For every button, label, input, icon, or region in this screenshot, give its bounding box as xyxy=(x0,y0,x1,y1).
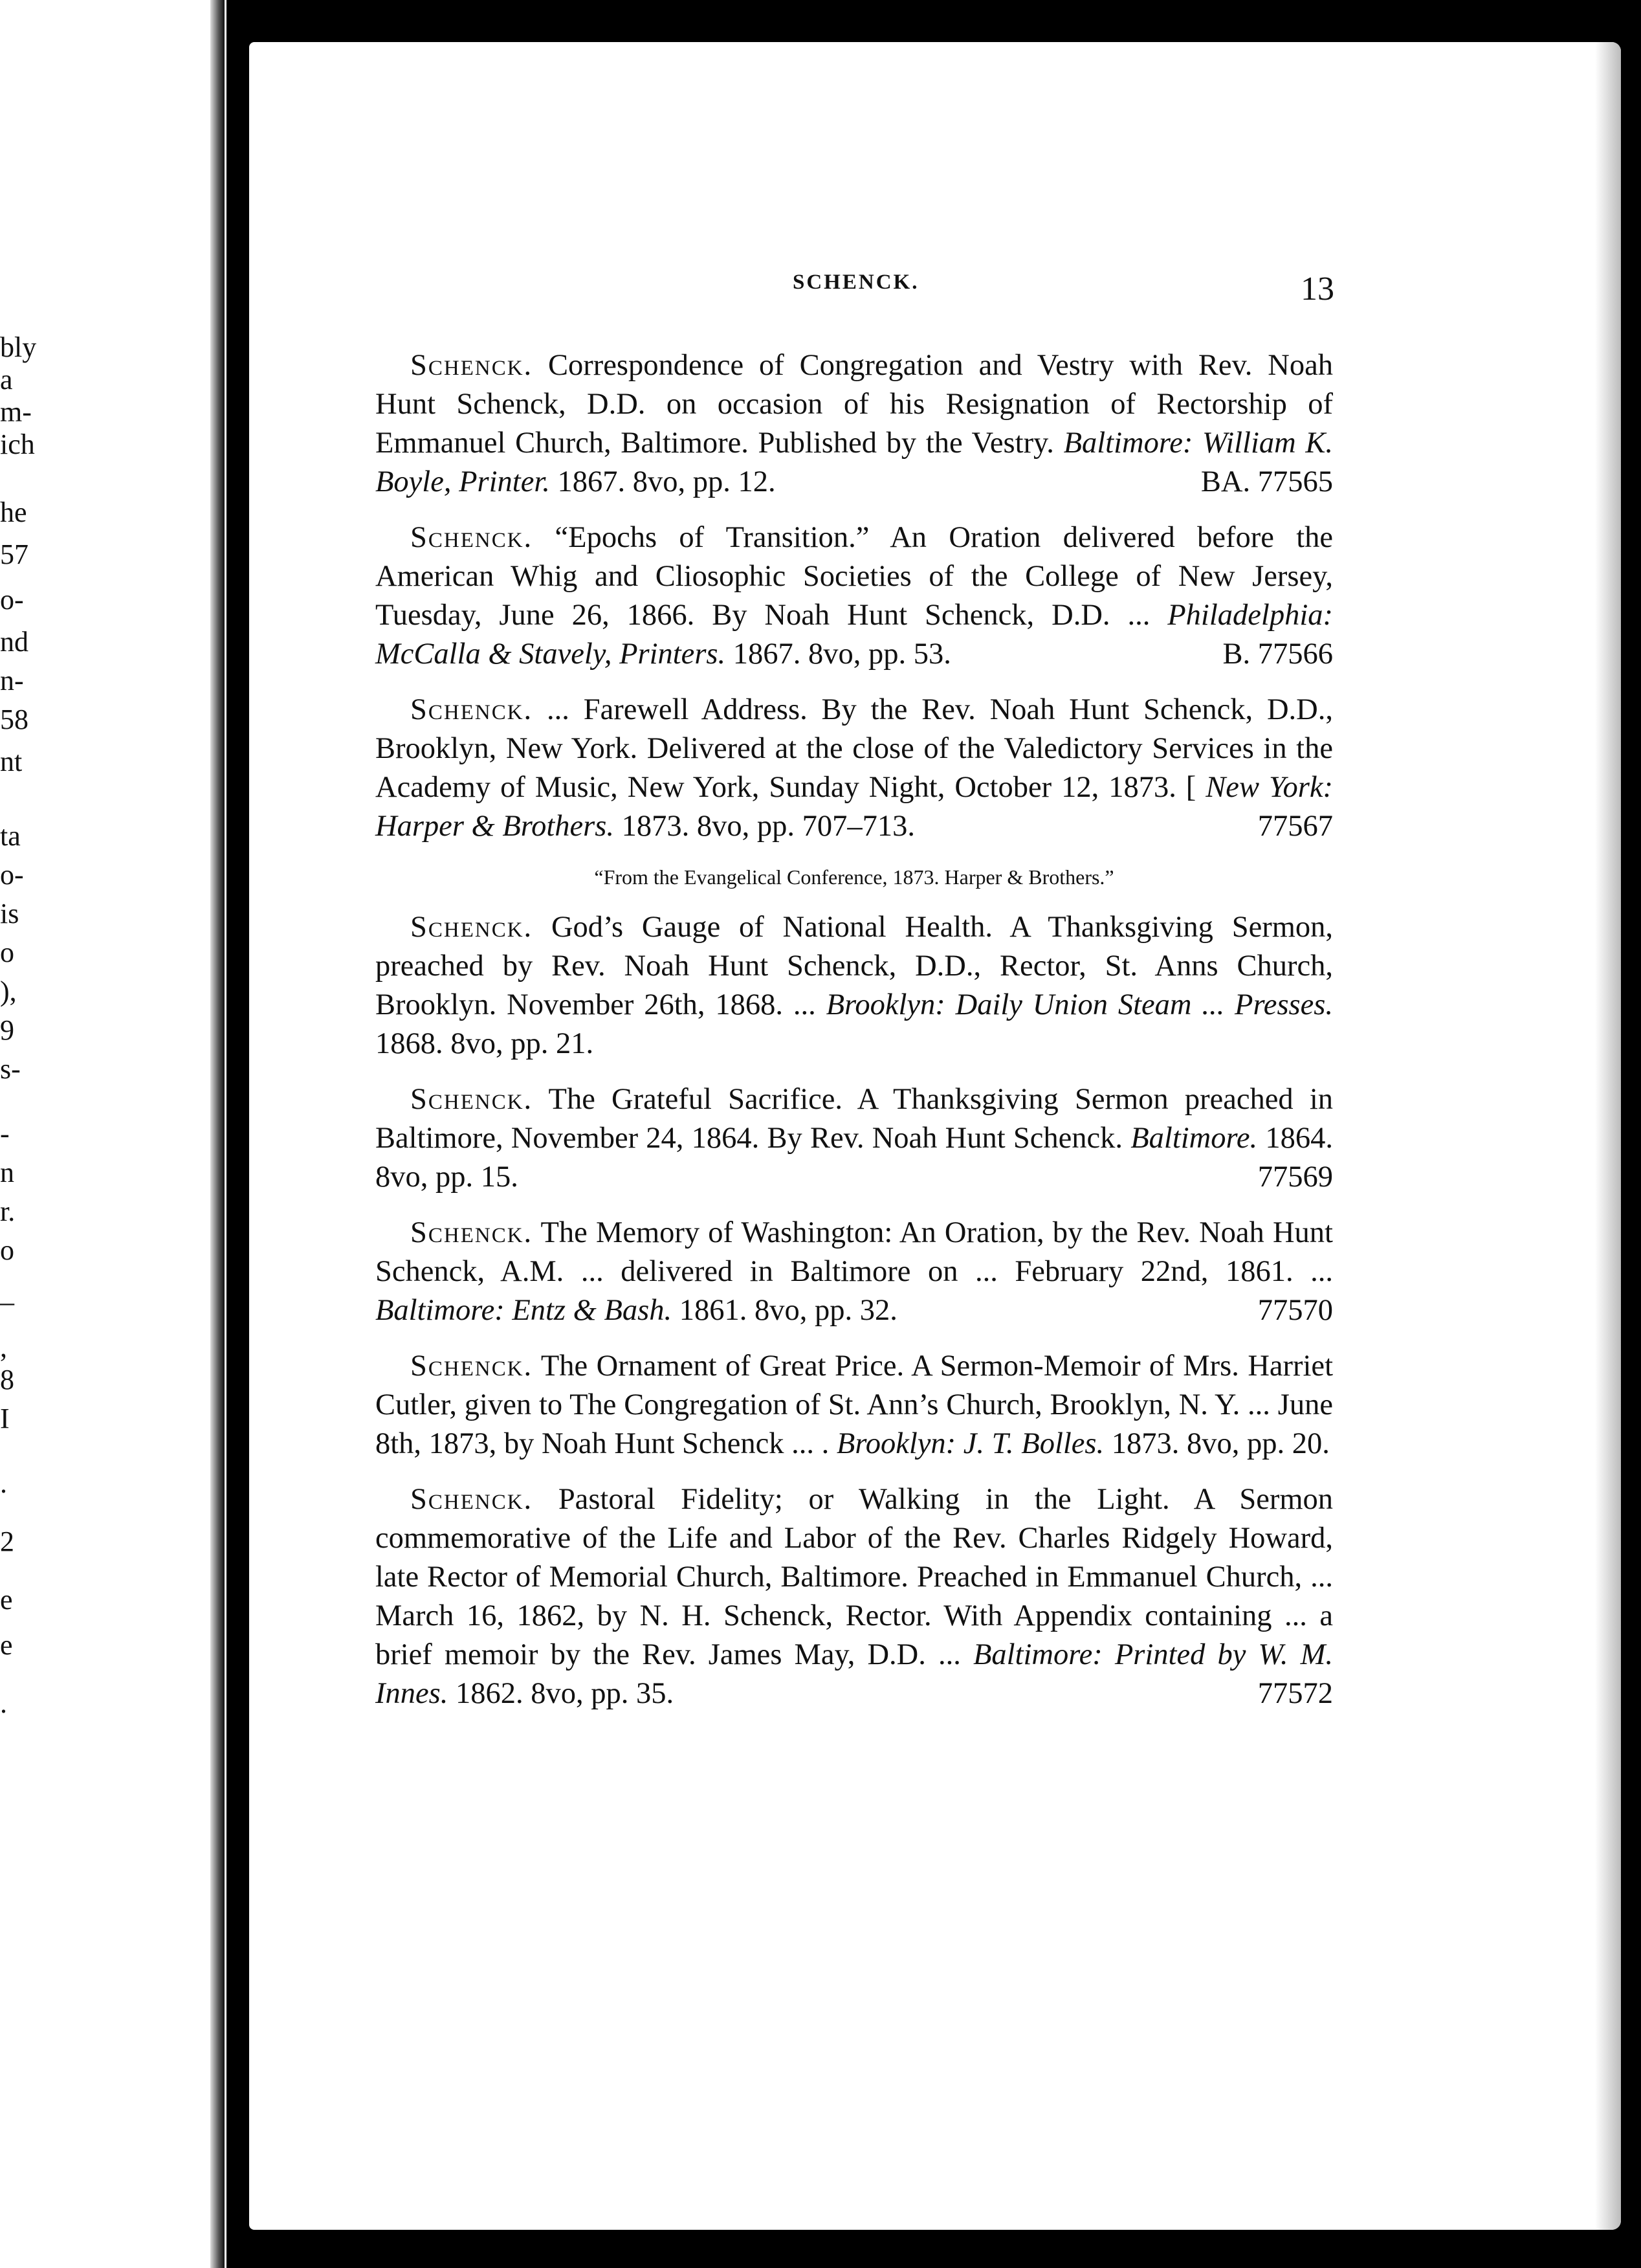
left-page-fragment: o- xyxy=(0,584,24,616)
entry-number: B. 77566 xyxy=(1222,638,1333,671)
left-page-fragment: r. xyxy=(0,1195,16,1227)
left-page-fragment: a xyxy=(0,364,13,395)
entry-text xyxy=(375,908,1333,1063)
page-edge-shadow xyxy=(1595,42,1621,2230)
left-page-fragment: e xyxy=(0,1629,13,1661)
bibliography-entry xyxy=(375,1080,1333,1197)
left-page-fragment: - xyxy=(0,1118,10,1150)
bibliography-entry xyxy=(375,908,1333,1063)
left-page-fragment: nt xyxy=(0,746,23,777)
left-page-fragment: 2 xyxy=(0,1526,14,1557)
left-page-fragment: e xyxy=(0,1584,13,1616)
entry-head-word: Schenck. xyxy=(410,521,533,554)
entry-head-word: Schenck. xyxy=(410,693,533,726)
left-page-fragment: ich xyxy=(0,428,35,460)
book-gutter xyxy=(210,0,225,2268)
left-page-fragment: , xyxy=(0,1331,7,1363)
entry-collation: 1873. 8vo, pp. 707–713. xyxy=(621,810,915,843)
left-page-fragment: ta xyxy=(0,820,21,852)
entry-title: ... Farewell Address. By the Rev. Noah Hunt Schenck, D.D., Brooklyn, New York. Delivered at the close of the Valedictory Services in the Academy of Music, New York, Sunday Night, October 12, 1873. [ xyxy=(375,693,1334,804)
entry-imprint: Philadelphia: McCalla & Stavely, Printers. xyxy=(375,599,1333,671)
entry-title: The Ornament of Great Price. A Sermon-Memoir of Mrs. Harriet Cutler, given to The Congregation of St. Ann’s Church, Brooklyn, N. Y. ... June 8th, 1873, by Noah Hunt Schenck ... . xyxy=(375,1350,1333,1460)
left-page-fragment: bly xyxy=(0,331,37,363)
entry-number: 77569 xyxy=(1257,1161,1333,1194)
left-page-fragment: 58 xyxy=(0,704,28,735)
entry-collation: 1861. 8vo, pp. 32. xyxy=(679,1294,898,1327)
left-page-fragment: he xyxy=(0,496,27,528)
left-page-fragment: ), xyxy=(0,975,17,1007)
page-number: 13 xyxy=(1301,271,1334,307)
entry-head-word: Schenck. xyxy=(410,1083,533,1116)
entry-head-word: Schenck. xyxy=(410,1350,533,1383)
left-page-fragment: 57 xyxy=(0,539,28,570)
left-page-fragment: o- xyxy=(0,859,24,891)
bibliography-entry xyxy=(375,1347,1333,1463)
entry-collation: 1867. 8vo, pp. 53. xyxy=(732,638,951,671)
left-page-fragment: . xyxy=(0,1467,7,1499)
left-page-fragment: m- xyxy=(0,396,32,428)
entry-number: 77567 xyxy=(1257,810,1333,843)
entry-title: The Grateful Sacrifice. A Thanksgiving Sermon preached in Baltimore, November 24, 1864. By Rev. Noah Hunt Schenck. xyxy=(375,1083,1333,1155)
entry-imprint: Brooklyn: J. T. Bolles. xyxy=(836,1427,1105,1460)
entry-imprint: Baltimore. xyxy=(1130,1122,1258,1155)
entry-collation: 1873. 8vo, pp. 20. xyxy=(1111,1427,1330,1460)
entry-head-word: Schenck. xyxy=(410,1483,533,1516)
left-page-fragment: . xyxy=(0,1687,7,1719)
bibliography-entry xyxy=(375,691,1333,846)
left-page-fragment: 8 xyxy=(0,1364,14,1395)
entry-title: “Epochs of Transition.” An Oration delivered before the American Whig and Cliosophic Societies of the College of New Jersey, Tuesday, June 26, 1866. By Noah Hunt Schenck, D.D. ... xyxy=(375,521,1334,632)
running-head: SCHENCK. xyxy=(793,271,920,294)
left-page-fragment: nd xyxy=(0,626,28,658)
entry-number: 77572 xyxy=(1257,1677,1333,1710)
left-facing-page xyxy=(0,0,226,2268)
main-page xyxy=(249,42,1621,2230)
entry-head-word: Schenck. xyxy=(410,1216,533,1249)
left-page-fragment: n xyxy=(0,1157,14,1188)
entry-head-word: Schenck. xyxy=(410,349,533,382)
entry-imprint: New York: Harper & Brothers. xyxy=(375,771,1334,843)
entry-title: Correspondence of Congregation and Vestry with Rev. Noah Hunt Schenck, D.D. on occasion of his Resignation of Rectorship of Emmanuel Church, Baltimore. Published by the Vestry. xyxy=(375,349,1333,460)
entry-collation: 1867. 8vo, pp. 12. xyxy=(557,465,776,498)
entry-imprint: Baltimore: Entz & Bash. xyxy=(375,1294,672,1327)
entry-title: God’s Gauge of National Health. A Thanksgiving Sermon, preached by Rev. Noah Hunt Schenck, D.D., Rector, St. Anns Church, Brooklyn. November 26th, 1868. ... xyxy=(375,911,1333,1021)
entry-text xyxy=(375,1347,1333,1463)
bibliography-entry xyxy=(375,1480,1333,1713)
entry-head-word: Schenck. xyxy=(410,911,533,944)
left-page-fragment: – xyxy=(0,1286,14,1318)
bibliography-entries xyxy=(375,346,1333,1730)
left-page-fragment: o xyxy=(0,937,14,968)
left-page-fragment: s- xyxy=(0,1053,21,1085)
left-page-fragment: n- xyxy=(0,665,24,696)
entry-collation: 1868. 8vo, pp. 21. xyxy=(375,1027,594,1060)
left-page-fragment: 9 xyxy=(0,1014,14,1046)
entry-imprint: Baltimore: Printed by W. M. Innes. xyxy=(375,1638,1334,1710)
entry-title: The Memory of Washington: An Oration, by the Rev. Noah Hunt Schenck, A.M. ... delivered in Baltimore on ... February 22nd, 1861. ... xyxy=(375,1216,1333,1288)
bibliography-entry xyxy=(375,518,1333,674)
entry-number: BA. 77565 xyxy=(1200,465,1333,498)
entry-imprint: Baltimore: William K. Boyle, Printer. xyxy=(375,427,1334,498)
left-page-fragment: o xyxy=(0,1234,14,1266)
left-page-fragment: I xyxy=(0,1403,10,1434)
entry-imprint: Brooklyn: Daily Union Steam ... Presses. xyxy=(826,988,1334,1021)
entry-collation: 1862. 8vo, pp. 35. xyxy=(455,1677,674,1710)
bibliography-entry xyxy=(375,346,1333,502)
bibliography-entry xyxy=(375,1214,1333,1330)
entry-number: 77570 xyxy=(1257,1294,1333,1327)
entry-title: Pastoral Fidelity; or Walking in the Light. A Sermon commemorative of the Life and Labor of the Rev. Charles Ridgely Howard, late Rector of Memorial Church, Baltimore. Preached in Emmanuel Church, ... March 16, 1862, by N. H. Schenck, Rector. With Appendix containing ... a brief memoir by the Rev. James May, D.D. ... xyxy=(375,1483,1334,1671)
entry-note: “From the Evangelical Conference, 1873. Harper & Brothers.” xyxy=(594,865,1114,889)
entry-collation: 1864. 8vo, pp. 15. xyxy=(375,1122,1334,1194)
left-page-fragment: is xyxy=(0,898,19,929)
